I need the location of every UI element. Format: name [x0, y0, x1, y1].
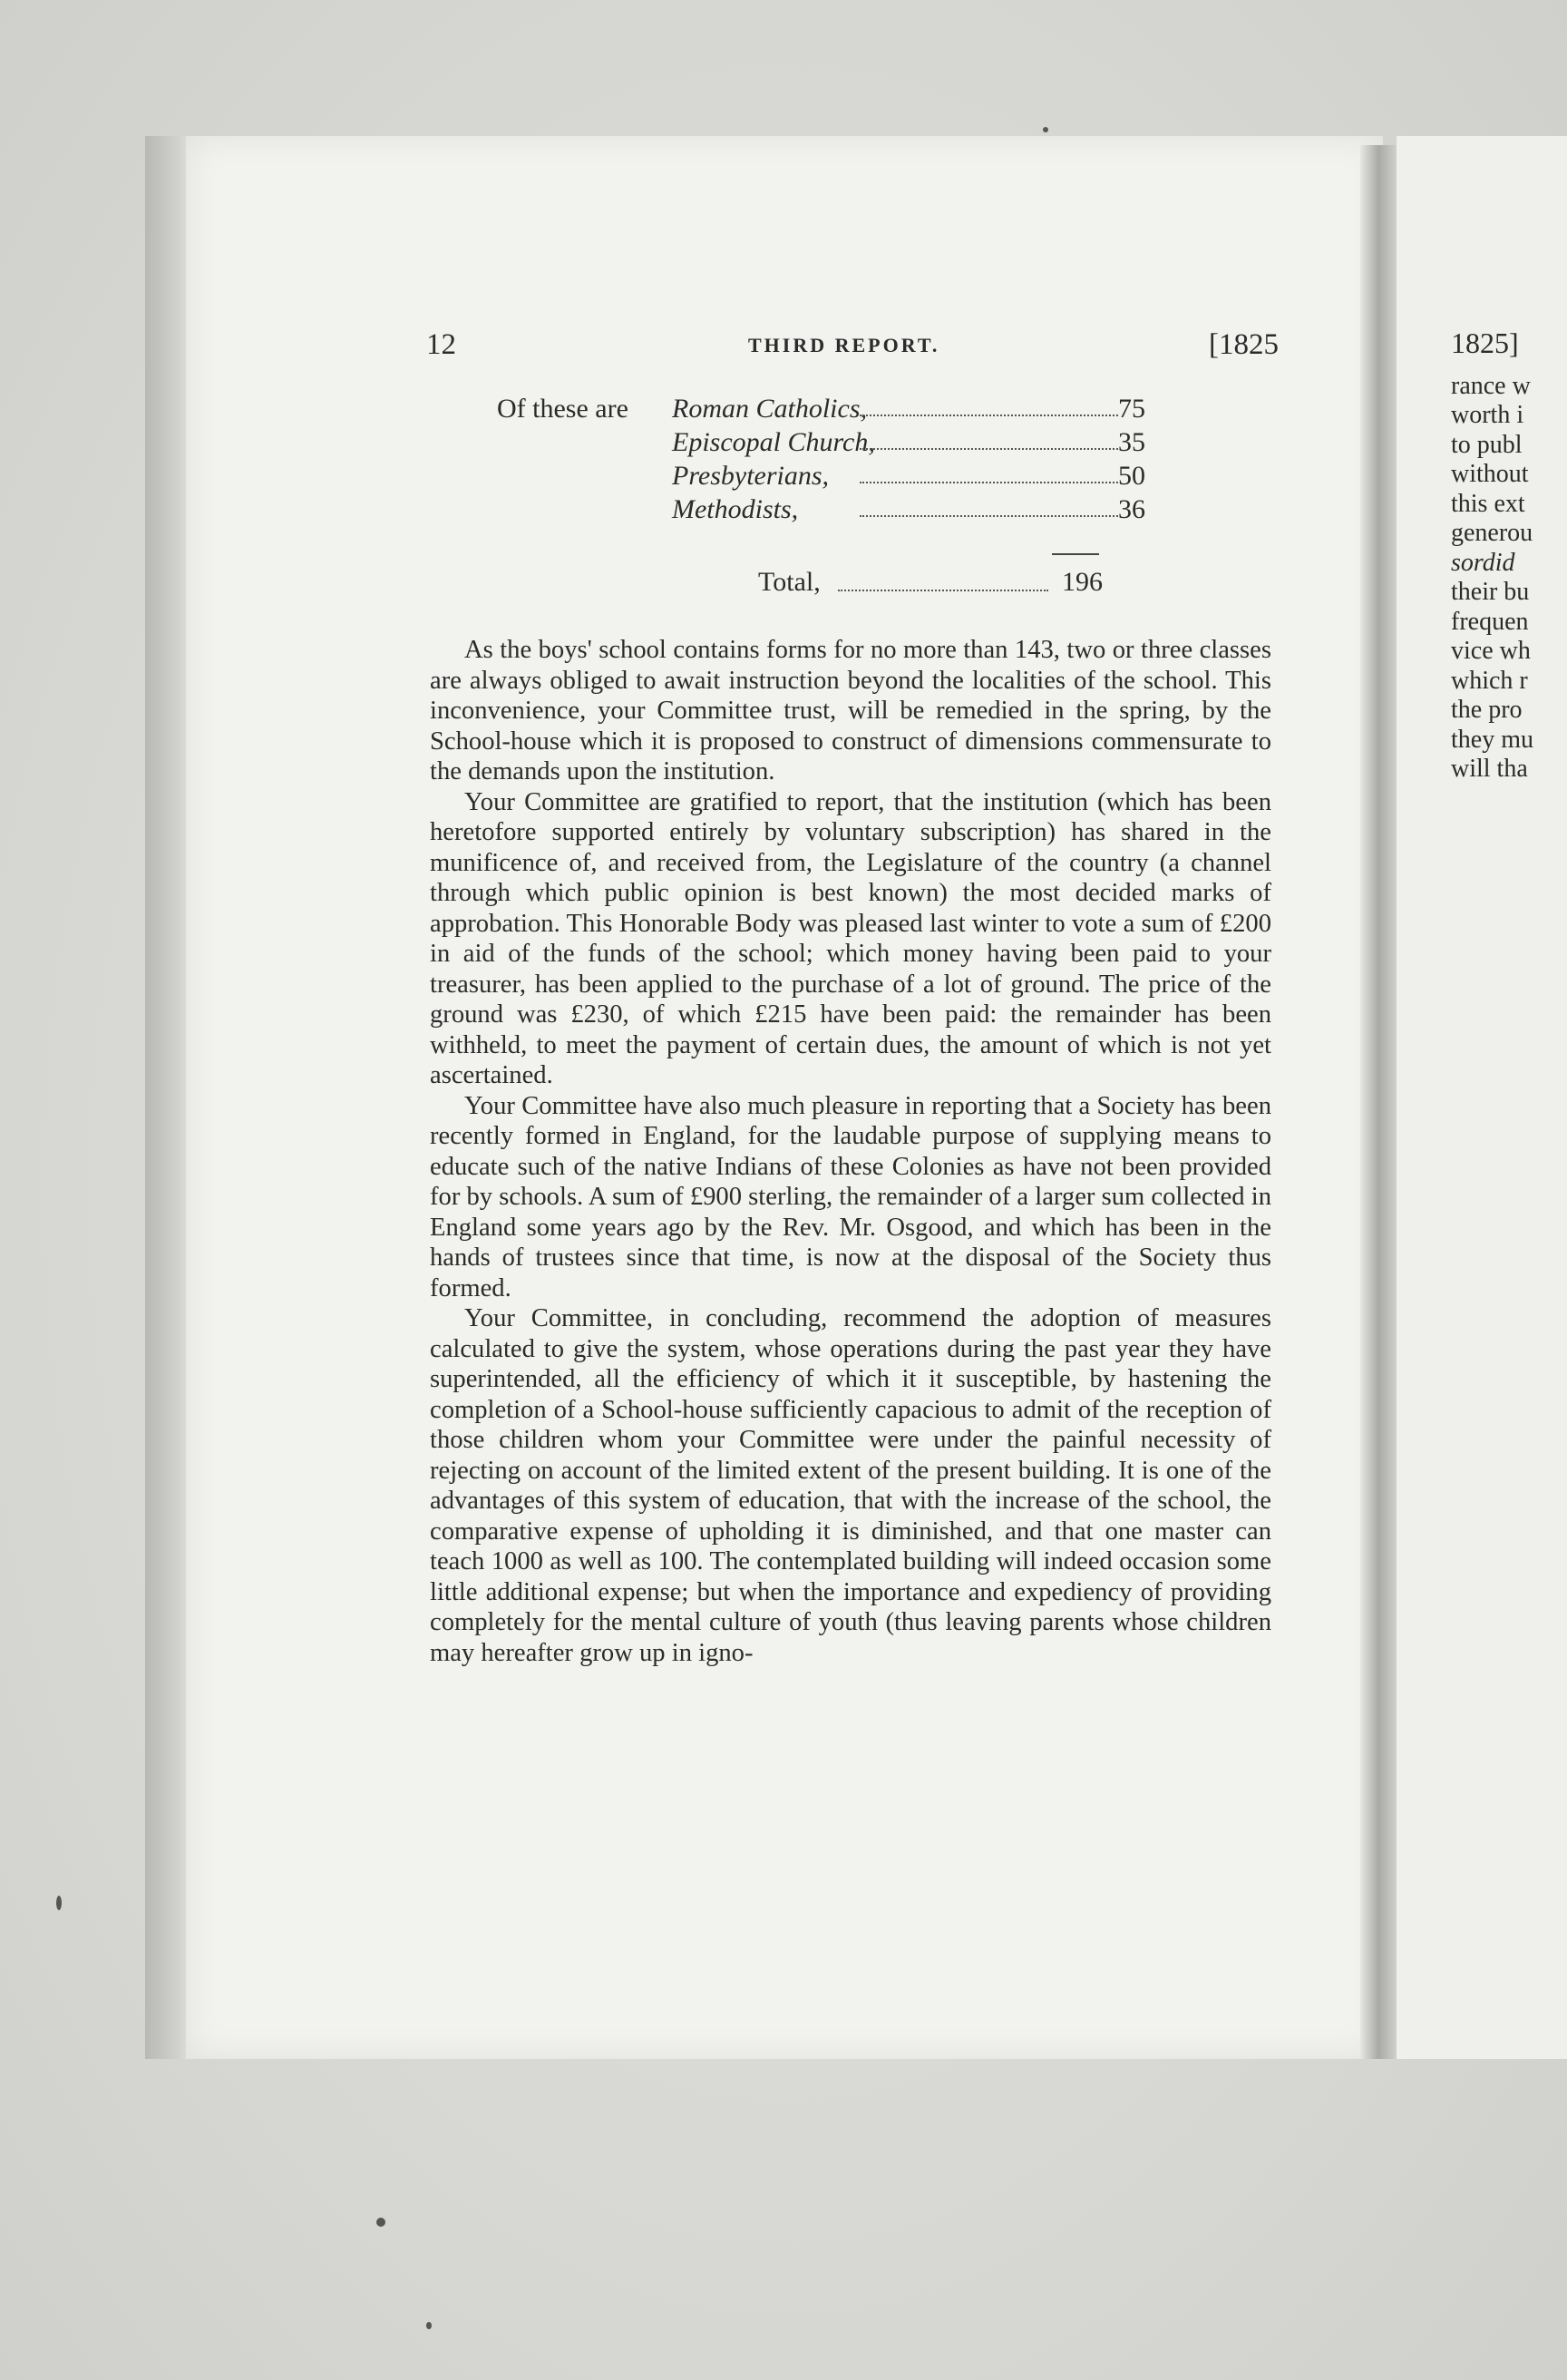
right-line: vice wh	[1451, 637, 1531, 665]
stat-row	[497, 459, 1204, 493]
total-row	[758, 564, 1103, 600]
right-line: rance w	[1451, 371, 1531, 400]
stats-intro: Of these are	[497, 394, 628, 424]
scan-speck	[1043, 127, 1048, 132]
paragraph: Your Committee, in concluding, recommend the adoption of measures calculated to give the system, whose operations during the past year they have superintended, all the efficiency of which it it susceptible, by hastening the completion of a School-house sufficiently capacious to admit of the reception of those children whom your Committee were under the painful necessity of rejecting on account of the limited extent of the present building. It is one of the advantages of this system of education, that with the increase of the school, the comparative expense of upholding it is diminished, and that one master can teach 1000 as well as 100. The contemplated building will indeed occasion some little additional expense; but when the importance and expediency of providing completely for the mental culture of youth (thus leaving parents whose children may hereafter grow up in igno-	[430, 1304, 1271, 1667]
stat-row	[497, 425, 1204, 459]
right-line: frequen	[1451, 607, 1529, 636]
right-page-text	[1451, 328, 1567, 785]
denomination-value: 36	[1118, 494, 1145, 524]
right-line: will tha	[1451, 755, 1528, 783]
denomination-name: Presbyterians,	[672, 461, 830, 491]
right-line: they mu	[1451, 725, 1533, 754]
dot-leader	[860, 448, 1118, 450]
book-gutter	[1360, 145, 1397, 2059]
dot-leader	[838, 590, 1048, 591]
right-line: generou	[1451, 519, 1533, 547]
dot-leader	[860, 415, 1118, 416]
year-bracket: [1825	[1209, 328, 1279, 361]
page-number: 12	[426, 328, 456, 361]
total-label: Total,	[758, 567, 821, 597]
paragraph: Your Committee have also much pleasure in reporting that a Society has been recently formed in England, for the laudable purpose of supplying means to educate such of the native Indians of these Colonies as have not been provided for by schools. A sum of £900 sterling, the remainder of a larger sum collected in England some years ago by the Rev. Mr. Osgood, and which has been in the hands of trustees since that time, is now at the disposal of the Society thus formed.	[430, 1091, 1271, 1302]
paragraph: Your Committee are gratified to report, that the institution (which has been heretofore supported entirely by voluntary subscription) has shared in the munificence of, and received from, the Legislature of the country (a channel through which public opinion is best known) the most decided marks of approbation. This Honorable Body was pleased last winter to vote a sum of £200 in aid of the funds of the school; which money having been paid to your treasurer, has been applied to the purchase of a lot of ground. The price of the ground was £230, of which £215 have been paid: the remainder has been withheld, to meet the payment of certain dues, the amount of which is not yet ascertained.	[430, 787, 1271, 1089]
denomination-name: Episcopal Church,	[672, 427, 875, 457]
running-header	[426, 328, 1279, 374]
running-title: THIRD REPORT.	[748, 334, 940, 356]
right-line: without	[1451, 460, 1529, 488]
body-text	[430, 635, 1271, 1668]
right-line: sordid	[1451, 548, 1515, 577]
denomination-name: Roman Catholics,	[672, 394, 867, 424]
right-year-heading: 1825]	[1451, 328, 1519, 359]
right-line: the pro	[1451, 696, 1523, 724]
denomination-value: 50	[1118, 461, 1145, 491]
denomination-value: 35	[1118, 427, 1145, 457]
denomination-table	[497, 392, 1204, 526]
right-line: this ext	[1451, 489, 1525, 518]
sum-rule	[1052, 553, 1099, 555]
right-line: to publ	[1451, 430, 1523, 459]
right-line: worth i	[1451, 401, 1524, 429]
scan-speck	[56, 1896, 62, 1910]
total-value: 196	[1062, 567, 1103, 597]
paragraph: As the boys' school contains forms for no more than 143, two or three classes are always obliged to await instruction beyond the localities of the school. This inconvenience, your Committee trust, will be remedied in the spring, by the School-house which it is proposed to construct of dimensions commensurate to the demands upon the institution.	[430, 636, 1271, 785]
scan-speck	[426, 2322, 432, 2329]
denomination-name: Methodists,	[672, 494, 799, 524]
right-line: which r	[1451, 666, 1528, 695]
stat-row	[497, 392, 1204, 425]
right-line: their bu	[1451, 578, 1530, 606]
dot-leader	[860, 515, 1118, 517]
stat-row	[497, 493, 1204, 526]
denomination-value: 75	[1118, 394, 1145, 424]
scan-speck	[376, 2218, 385, 2227]
dot-leader	[860, 482, 1118, 483]
